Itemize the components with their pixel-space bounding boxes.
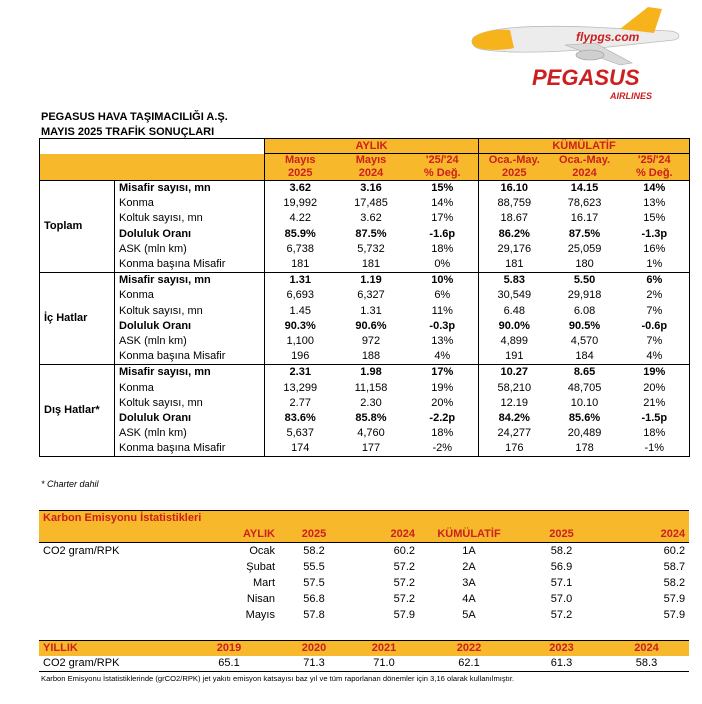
metric-value: 2.31 [289,366,311,379]
metric-label: Doluluk Oranı [115,227,265,242]
metric-label: Koltuk sayısı, mn [115,211,265,226]
metric-value: 10% [407,273,479,289]
carbon-value: 57.9 [393,608,415,621]
carbon-value: 4A [462,592,476,605]
metric-value: 17% [407,211,479,226]
carbon-value: 5A [462,608,476,621]
column-header-line1: Mayıs [355,154,387,166]
yearly-value-row [39,656,689,672]
metric-value: 18% [620,426,690,441]
metric-value: 6% [620,273,690,289]
carbon-value: 57.1 [550,576,573,589]
metric-value: 2.77 [289,396,311,409]
metric-value: 3.62 [289,182,311,195]
metric-value: 25,059 [567,242,602,255]
yearly-year: 2022 [419,641,519,657]
metric-label: Doluluk Oranı [115,319,265,334]
metric-label: Konma başına Misafir [115,349,265,365]
carbon-value: 58.2 [663,576,686,589]
metric-label: ASK (mln km) [115,426,265,441]
metric-value: 2.30 [360,396,382,409]
metric-value: 4% [407,349,479,365]
yearly-table [39,640,689,672]
metric-value: 6,738 [286,242,315,255]
metric-value: 4.22 [289,212,311,225]
metric-value: 78,623 [567,197,602,210]
metric-label: Konma başına Misafir [115,257,265,273]
metric-value: 17,485 [354,197,388,210]
metric-value: 1.45 [289,304,311,317]
metric-value: 11,158 [354,381,388,394]
carbon-value: 56.9 [550,560,573,573]
metric-value: 7% [620,334,690,349]
metric-value: 20% [407,396,479,411]
traffic-table [39,138,690,457]
metric-value: 90.5% [568,319,601,332]
carbon-value: 57.5 [303,576,325,589]
metric-value: 3.62 [360,212,382,225]
header-aylik: AYLIK [265,139,479,154]
column-header [550,154,620,181]
charter-note: * Charter dahil [41,479,99,489]
carbon-row [39,543,689,560]
traffic-row [40,426,690,441]
metric-value: -1.6p [407,227,479,242]
carbon-value: 60.2 [393,544,415,557]
metric-value: 21% [620,396,690,411]
group-label: Toplam [40,181,115,273]
yearly-year: 2021 [349,641,419,657]
metric-value: 86.2% [498,227,530,240]
column-header [336,154,407,181]
carbon-metric-blank [39,607,179,623]
yearly-value: 65.1 [179,656,279,672]
metric-label: ASK (mln km) [115,242,265,257]
metric-value: 176 [479,441,550,457]
carbon-value: 57.2 [393,560,415,573]
metric-label: Misafir sayısı, mn [115,273,265,289]
carbon-header: KÜMÜLATİF [419,526,519,543]
column-header [407,154,479,181]
carbon-value: 2A [462,560,476,573]
carbon-row [39,559,689,575]
metric-value: 191 [479,349,550,365]
metric-value: -1.3p [620,227,690,242]
metric-value: 2% [620,288,690,303]
traffic-row [40,365,690,381]
metric-value: 10.10 [570,396,599,409]
metric-value: 1.98 [360,366,382,379]
metric-value: 4,760 [357,427,385,440]
metric-value: 5.83 [503,274,525,287]
carbon-row [39,607,689,623]
metric-value: 18% [407,426,479,441]
metric-value: 11% [407,304,479,319]
carbon-header-blank [39,526,179,543]
carbon-metric-blank [39,575,179,591]
brand-name: PEGASUS [532,65,640,90]
metric-value: 181 [479,257,550,273]
metric-value: 5,637 [286,427,315,440]
metric-value: 1,100 [286,334,315,347]
metric-value: 178 [550,441,620,457]
metric-value: 48,705 [567,381,602,394]
traffic-row [40,411,690,426]
metric-value: 1.19 [360,274,382,287]
metric-value: 16.17 [570,212,599,225]
traffic-row [40,181,690,197]
metric-value: -1% [620,441,690,457]
yearly-metric: CO2 gram/RPK [39,656,179,672]
metric-value: 184 [550,349,620,365]
metric-value: 181 [336,257,407,273]
carbon-value: 1A [462,544,476,557]
yearly-year: 2024 [604,641,689,657]
metric-value: 16.10 [500,182,529,195]
metric-value: 5.50 [573,274,596,287]
carbon-value: 57.9 [663,608,686,621]
metric-value: -2% [407,441,479,457]
carbon-row [39,575,689,591]
carbon-metric-blank [39,591,179,607]
column-header-line2: 2024 [572,167,597,179]
carbon-metric: CO2 gram/RPK [43,544,120,557]
traffic-row [40,396,690,411]
traffic-row [40,288,690,303]
carbon-value: Nisan [246,592,275,605]
metric-value: 6.08 [573,304,596,317]
metric-value: 174 [265,441,336,457]
metric-value: 24,277 [497,427,532,440]
metric-value: 13,299 [283,381,318,394]
metric-value: -1.5p [620,411,690,426]
column-header-line1: Mayıs [284,154,316,166]
metric-value: 13% [620,196,690,211]
carbon-title-row [39,511,689,527]
metric-label: Koltuk sayısı, mn [115,396,265,411]
yearly-value: 71.3 [279,656,349,672]
metric-value: 19,992 [283,197,318,210]
metric-value: 3.16 [360,182,382,195]
metric-label: Misafir sayısı, mn [115,365,265,381]
carbon-value: 3A [462,576,476,589]
traffic-subheader-row [40,154,690,181]
metric-value: 85.6% [568,411,601,424]
carbon-value: Şubat [246,560,275,573]
carbon-value: 57.8 [303,608,325,621]
metric-value: 15% [407,181,479,197]
metric-value: 16% [620,242,690,257]
carbon-header: 2025 [279,526,349,543]
metric-value: -0.6p [620,319,690,334]
column-header-line2: 2025 [288,167,313,179]
metric-value: 20,489 [567,427,602,440]
metric-value: 5,732 [357,242,385,255]
carbon-header: 2024 [349,526,419,543]
metric-value: 87.5% [568,227,601,240]
metric-value: 1.31 [289,274,311,287]
column-header-line2: % Değ. [635,167,673,179]
metric-value: 29,176 [497,242,532,255]
column-header-line2: 2025 [502,167,527,179]
metric-value: 19% [407,380,479,395]
yearly-year: 2023 [519,641,604,657]
traffic-row [40,319,690,334]
yearly-year: 2019 [179,641,279,657]
carbon-value: 56.8 [303,592,325,605]
metric-value: 180 [550,257,620,273]
metric-value: 181 [265,257,336,273]
metric-value: 196 [265,349,336,365]
traffic-row [40,441,690,457]
carbon-value: 57.2 [550,608,573,621]
column-header-line1: Oca.-May. [558,154,611,166]
metric-value: 18.67 [500,212,529,225]
carbon-metric-blank [39,559,179,575]
carbon-value: 58.2 [550,544,573,557]
company-name: PEGASUS HAVA TAŞIMACILIĞI A.Ş. [41,111,228,123]
metric-value: 20% [620,380,690,395]
column-header [265,154,336,181]
metric-value: 177 [336,441,407,457]
metric-value: 17% [407,365,479,381]
column-header-line2: % Değ. [423,167,461,179]
carbon-header: 2025 [519,526,604,543]
carbon-value: 57.0 [550,592,573,605]
carbon-header-row [39,526,689,543]
carbon-value: 60.2 [663,544,686,557]
yearly-header-row [39,641,689,657]
metric-value: 88,759 [497,197,532,210]
column-header-line1: '25/'24 [425,154,459,166]
yearly-value: 58.3 [604,656,689,672]
column-header-line1: Oca.-May. [488,154,540,166]
metric-value: 90.6% [355,319,387,332]
metric-value: 14.15 [570,182,599,195]
metric-value: 188 [336,349,407,365]
metric-value: 10.27 [500,366,529,379]
metric-value: 6% [407,288,479,303]
metric-label: Koltuk sayısı, mn [115,304,265,319]
metric-value: 6,327 [357,289,385,302]
metric-value: 14% [620,181,690,197]
metric-value: 4,899 [500,334,529,347]
metric-label: Doluluk Oranı [115,411,265,426]
traffic-row [40,227,690,242]
metric-label: Misafir sayısı, mn [115,181,265,197]
metric-value: 30,549 [497,289,532,302]
metric-value: 14% [407,196,479,211]
metric-value: -0.3p [407,319,479,334]
metric-value: 58,210 [497,381,532,394]
metric-value: 85.8% [355,411,387,424]
metric-value: 90.0% [498,319,530,332]
traffic-row [40,380,690,395]
carbon-title: Karbon Emisyonu İstatistikleri [39,511,689,527]
metric-value: 84.2% [498,411,530,424]
carbon-value: 58.2 [303,544,325,557]
traffic-row [40,196,690,211]
traffic-row [40,211,690,226]
metric-value: 1% [620,257,690,273]
report-title: MAYIS 2025 TRAFİK SONUÇLARI [41,126,215,138]
metric-value: 972 [361,334,381,347]
metric-label: ASK (mln km) [115,334,265,349]
metric-value: 0% [407,257,479,273]
carbon-value: Mayıs [245,608,275,621]
metric-value: 87.5% [355,227,387,240]
metric-value: 18% [407,242,479,257]
metric-value: 8.65 [573,366,596,379]
traffic-row [40,273,690,289]
metric-value: 4,570 [570,334,599,347]
column-header [620,154,690,181]
traffic-header-row [40,139,690,154]
yearly-value: 71.0 [349,656,419,672]
traffic-row [40,304,690,319]
traffic-row [40,257,690,273]
carbon-value: Mart [253,576,275,589]
carbon-table [39,510,689,623]
metric-label: Konma [115,288,265,303]
metric-value: 7% [620,304,690,319]
carbon-value: Ocak [249,544,275,557]
traffic-row [40,334,690,349]
carbon-footnote: Karbon Emisyonu İstatistiklerinde (grCO2/RPK) jet yakıtı emisyon katsayısı baz yıl ve tüm raporlanan dönemler için 3,16 olarak kullanılmıştır. [41,674,515,683]
carbon-value: 57.2 [393,592,415,605]
metric-value: 1.31 [360,304,382,317]
column-header-line2: 2024 [358,167,384,179]
metric-value: 15% [620,211,690,226]
yearly-value: 62.1 [419,656,519,672]
metric-value: 19% [620,365,690,381]
metric-value: 83.6% [284,411,316,424]
carbon-header: 2024 [604,526,689,543]
pegasus-logo [470,5,695,105]
carbon-value: 58.7 [663,560,686,573]
carbon-row [39,591,689,607]
group-label: İç Hatlar [40,273,115,365]
yearly-value: 61.3 [519,656,604,672]
metric-value: 90.3% [284,319,316,332]
metric-value: 6.48 [503,304,525,317]
yearly-label: YILLIK [39,641,179,657]
metric-value: 85.9% [284,227,316,240]
yearly-year: 2020 [279,641,349,657]
plane-livery-text: flypgs.com [576,30,640,44]
carbon-value: 57.2 [393,576,415,589]
metric-value: 4% [620,349,690,365]
column-header [479,154,550,181]
header-blank-orange [40,154,265,181]
carbon-header: AYLIK [179,526,279,543]
header-blank [40,139,265,154]
traffic-row [40,349,690,365]
traffic-row [40,242,690,257]
brand-sub: AIRLINES [610,91,653,101]
carbon-value: 55.5 [303,560,325,573]
carbon-value: 57.9 [663,592,686,605]
report-heading [41,110,228,140]
column-header-line1: '25/'24 [637,154,671,166]
metric-label: Konma [115,380,265,395]
group-label: Dış Hatlar* [40,365,115,457]
metric-label: Konma [115,196,265,211]
metric-label: Konma başına Misafir [115,441,265,457]
metric-value: 29,918 [567,289,602,302]
metric-value: -2.2p [407,411,479,426]
header-kumulatif: KÜMÜLATİF [479,139,690,154]
metric-value: 13% [407,334,479,349]
metric-value: 6,693 [286,289,315,302]
metric-value: 12.19 [500,396,529,409]
